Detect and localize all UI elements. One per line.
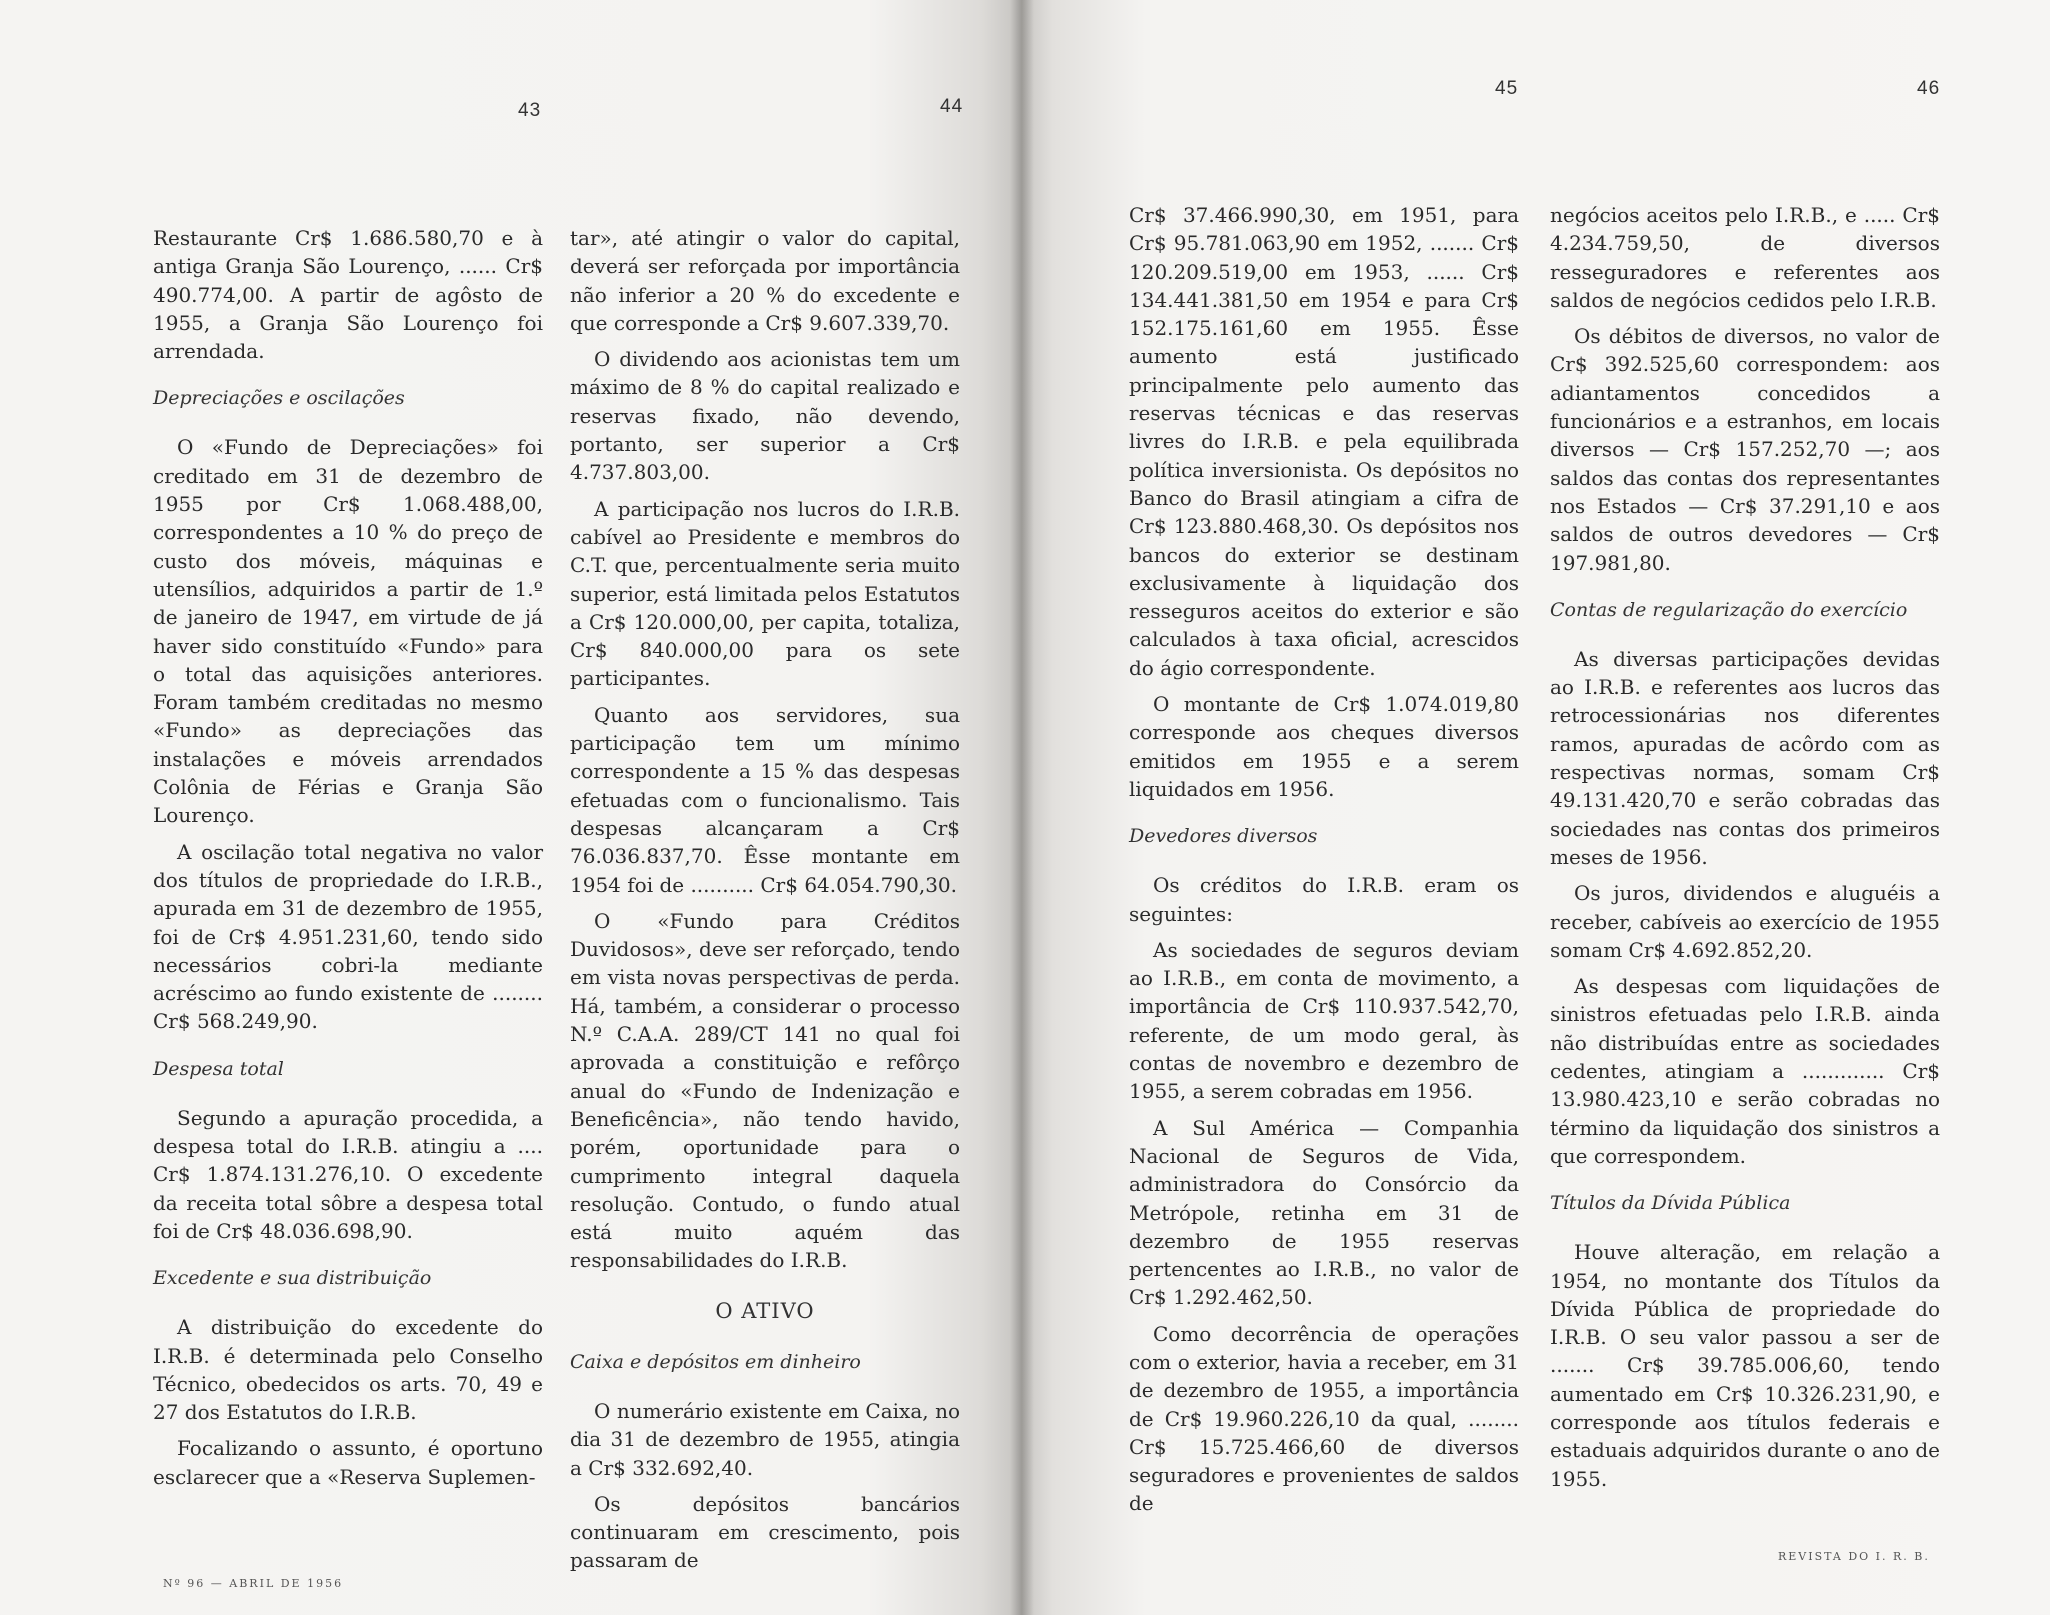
col2-heading-caixa: Caixa e depósitos em dinheiro xyxy=(570,1350,861,1373)
col4-paragraph-1: negócios aceitos pelo I.R.B., e ..... Cr$ 4.234.759,50, de diversos resseguradores e referentes aos saldos de negócios cedidos pelo I.R.B. xyxy=(1550,203,1940,312)
col3-paragraph-6: Como decorrência de operações com o exterior, havia a receber, em 31 de dezembro de 1955, a importância de Cr$ 19.960.226,10 da qual, ........ Cr$ 15.725.466,60 de diversos seguradores e provenientes de saldos de xyxy=(1129,1321,1519,1516)
col1-paragraph-2: O «Fundo de Depreciações» foi creditado em 31 de dezembro de 1955 por Cr$ 1.068.488,00, correspondentes a 10 % do preço de custo dos móveis, máquinas e utensílios, adquiridos a partir de 1.º de janeiro de 1947, em virtude de já haver sido constituído «Fundo» para o total das aquisições anteriores. Foram também creditadas no mesmo «Fundo» as depreciações das instalações e móveis arrendados Colônia de Férias e Granja São Lourenço. xyxy=(153,435,543,828)
col3-paragraph-2: O montante de Cr$ 1.074.019,80 corresponde aos cheques diversos emitidos em 1955 e a serem liquidados em 1956. xyxy=(1129,692,1519,801)
footer-issue: Nº 96 — ABRIL DE 1956 xyxy=(163,1577,344,1590)
col3-paragraph-3: Os créditos do I.R.B. eram os seguintes: xyxy=(1129,873,1519,926)
col2-paragraph-4: Quanto aos servidores, sua participação tem um mínimo correspondente a 15 % das despesas efetuadas com o funcionalismo. Tais despesas alcançaram a Cr$ 76.036.837,70. Êsse montante em 1954 foi de .......... Cr$ 64.054.790,30. xyxy=(570,702,960,897)
col1-paragraph-3: A oscilação total negativa no valor dos títulos de propriedade do I.R.B., apurada em 31 de dezembro de 1955, foi de Cr$ 4.951.231,60, tendo sido necessários cobri-la mediante acréscimo ao fundo existente de ........ Cr$ 568.249,90. xyxy=(153,839,543,1034)
col1-heading-excedente: Excedente e sua distribuição xyxy=(153,1267,432,1290)
left-page xyxy=(0,0,1022,1615)
col4-paragraph-4: Os juros, dividendos e aluguéis a receber, cabíveis ao exercício de 1955 somam Cr$ 4.692.852,20. xyxy=(1550,881,1940,962)
col2-section-title-ativo: O ATIVO xyxy=(715,1298,815,1323)
col2-paragraph-3: A participação nos lucros do I.R.B. cabível ao Presidente e membros do C.T. que, percentualmente seria muito superior, está limitada pelos Estatutos a Cr$ 120.000,00, per capita, totaliza, Cr$ 840.000,00 para os sete participantes. xyxy=(570,496,960,691)
col2-paragraph-6: O numerário existente em Caixa, no dia 31 de dezembro de 1955, atingia a Cr$ 332.692,40. xyxy=(570,1398,960,1480)
col4-paragraph-2: Os débitos de diversos, no valor de Cr$ 392.525,60 correspondem: aos adiantamentos concedidos a funcionários e a estranhos, em locais diversos — Cr$ 157.252,70 —; aos saldos das contas dos representantes nos Estados — Cr$ 37.291,10 e aos saldos de outros devedores — Cr$ 197.981,80. xyxy=(1550,324,1940,575)
col4-paragraph-5: As despesas com liquidações de sinistros efetuadas pelo I.R.B. ainda não distribuídas entre as sociedades cedentes, atingiam a ............. Cr$ 13.980.423,10 e serão cobradas no término da liquidação dos sinistros a que correspondem. xyxy=(1550,974,1940,1168)
col1-paragraph-4: Segundo a apuração procedida, a despesa total do I.R.B. atingiu a .... Cr$ 1.874.131.276,10. O excedente da receita total sôbre a despesa total foi de Cr$ 48.036.698,90. xyxy=(153,1105,543,1243)
col2-paragraph-7: Os depósitos bancários continuaram em crescimento, pois passaram de xyxy=(570,1491,960,1573)
col1-heading-despesa-total: Despesa total xyxy=(153,1057,284,1080)
right-page xyxy=(1022,0,2050,1615)
col4-paragraph-3: As diversas participações devidas ao I.R.B. e referentes aos lucros das retrocessionárias nos diferentes ramos, apuradas de acôrdo com as respectivas normas, somam Cr$ 49.131.420,70 e serão cobradas das sociedades nas contas dos primeiros meses de 1956. xyxy=(1550,646,1940,869)
col4-heading-titulos: Títulos da Dívida Pública xyxy=(1550,1192,1791,1215)
col1-paragraph-5: A distribuição do excedente do I.R.B. é determinada pelo Conselho Técnico, obedecidos os arts. 70, 49 e 27 dos Estatutos do I.R.B. xyxy=(153,1315,543,1425)
book-gutter xyxy=(1010,0,1034,1615)
footer-publication: REVISTA DO I. R. B. xyxy=(1778,1550,1930,1563)
col3-paragraph-5: A Sul América — Companhia Nacional de Seguros de Vida, administradora do Consórcio da Metrópole, retinha em 31 de dezembro de 1955 reservas pertencentes ao I.R.B., no valor de Cr$ 1.292.462,50. xyxy=(1129,1115,1519,1310)
col4-paragraph-6: Houve alteração, em relação a 1954, no montante dos Títulos da Dívida Pública de propriedade do I.R.B. O seu valor passou a ser de ....... Cr$ 39.785.006,60, tendo aumentado em Cr$ 10.326.231,90, e corresponde aos títulos federais e estaduais adquiridos durante o ano de 1955. xyxy=(1550,1240,1940,1491)
col3-heading-devedores: Devedores diversos xyxy=(1129,825,1318,848)
column-4 xyxy=(1550,201,1940,1501)
col2-paragraph-1: tar», até atingir o valor do capital, deverá ser reforçada por importância não inferior a 20 % do excedente e que corresponde a Cr$ 9.607.339,70. xyxy=(570,226,960,335)
col1-paragraph-6: Focalizando o assunto, é oportuno esclarecer que a «Reserva Suplemen- xyxy=(153,1436,543,1489)
col1-paragraph-1: Restaurante Cr$ 1.686.580,70 e à antiga Granja São Lourenço, ...... Cr$ 490.774,00. A partir de agôsto de 1955, a Granja São Lourenço foi arrendada. xyxy=(153,226,543,364)
col2-paragraph-5: O «Fundo para Créditos Duvidosos», deve ser reforçado, tendo em vista novas perspectivas de perda. Há, também, a considerar o processo N.º C.A.A. 289/CT 141 no qual foi aprovada a constituição e refôrço anual do «Fundo de Indenização e Beneficência», não tendo havido, porém, oportunidade para o cumprimento integral daquela resolução. Contudo, o fundo atual está muito aquém das responsabilidades do I.R.B. xyxy=(570,908,960,1273)
page-number-45: 45 xyxy=(1495,78,1519,99)
page-number-44: 44 xyxy=(940,96,964,117)
col4-heading-contas: Contas de regularização do exercício xyxy=(1550,598,1908,621)
col1-heading-depreciacoes: Depreciações e oscilações xyxy=(153,387,405,410)
col3-paragraph-1: Cr$ 37.466.990,30, em 1951, para Cr$ 95.781.063,90 em 1952, ....... Cr$ 120.209.519,00 em 1953, ...... Cr$ 134.441.381,50 em 1954 e para Cr$ 152.175.161,60 em 1955. Êsse aumento está justificado principalmente pelo aumento das reservas técnicas e das reservas livres do I.R.B. e pela equilibrada política inversionista. Os depósitos no Banco do Brasil atingiam a cifra de Cr$ 123.880.468,30. Os depósitos nos bancos do exterior se destinam exclusivamente à liquidação dos resseguros aceitos do exterior e são calculados à taxa oficial, acrescidos do ágio correspondente. xyxy=(1129,203,1519,680)
page-number-46: 46 xyxy=(1917,78,1941,99)
column-3 xyxy=(1129,201,1519,1526)
column-1 xyxy=(153,224,543,1499)
column-2 xyxy=(570,224,960,1583)
page-number-43: 43 xyxy=(518,100,542,121)
col3-paragraph-4: As sociedades de seguros deviam ao I.R.B., em conta de movimento, a importância de Cr$ 110.937.542,70, referente, de um modo geral, às contas de novembro e dezembro de 1955, a serem cobradas em 1956. xyxy=(1129,937,1519,1104)
col2-paragraph-2: O dividendo aos acionistas tem um máximo de 8 % do capital realizado e reservas fixado, não devendo, portanto, ser superior a Cr$ 4.737.803,00. xyxy=(570,347,960,485)
